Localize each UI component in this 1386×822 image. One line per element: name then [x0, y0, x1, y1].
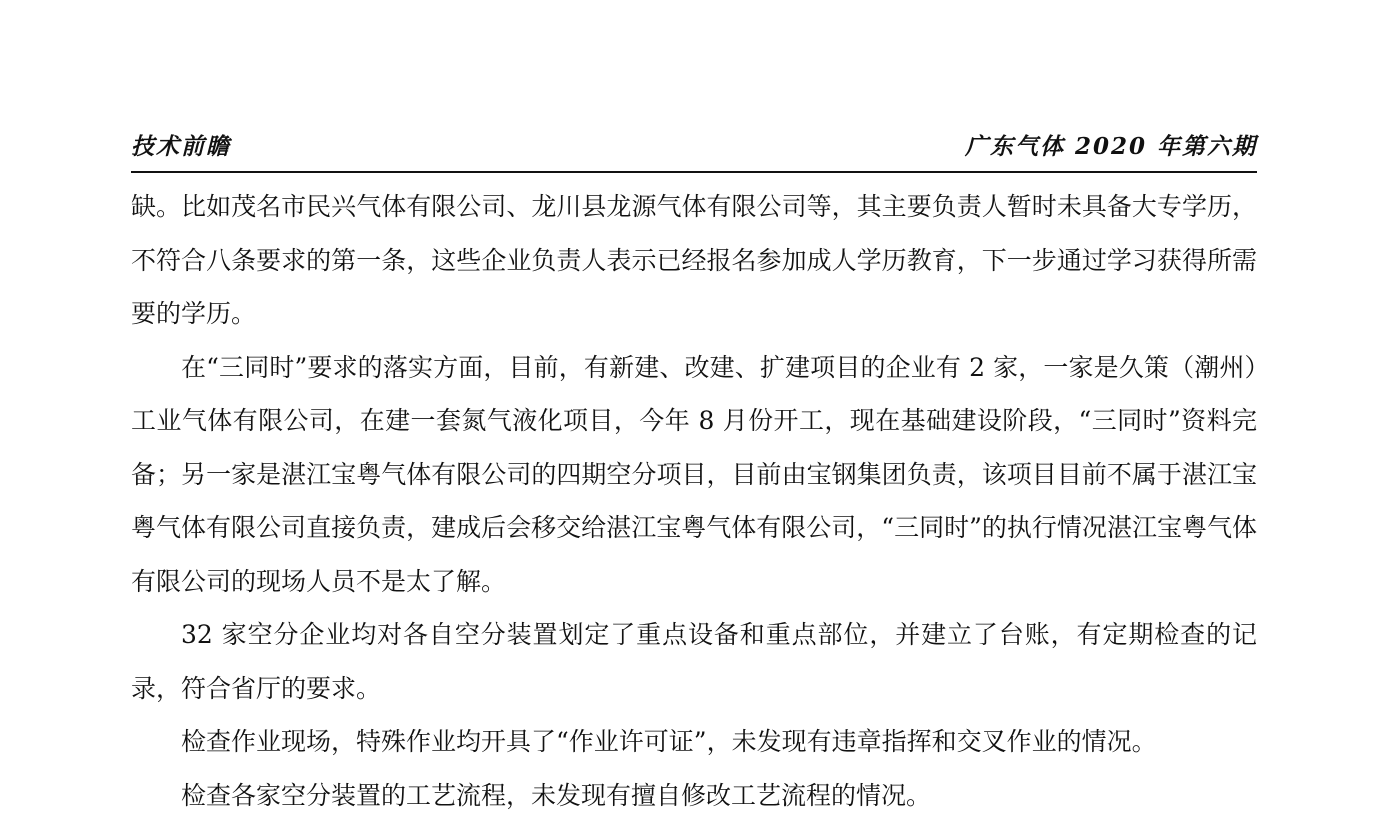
running-header	[131, 130, 1257, 164]
paragraph-three-simultaneous: 在“三同时”要求的落实方面，目前，有新建、改建、扩建项目的企业有 2 家，一家是久策（潮州）工业气体有限公司，在建一套氮气液化项目，今年 8 月份开工，现在基础建设阶段，“三同时”资料完备；另一家是湛江宝粤气体有限公司的四期空分项目，目前由宝钢集团负责，该项目目前不属于湛江宝粤气体有限公司直接负责，建成后会移交给湛江宝粤气体有限公司，“三同时”的执行情况湛江宝粤气体有限公司的现场人员不是太了解。	[131, 341, 1257, 609]
paragraph-work-permit: 检查作业现场，特殊作业均开具了“作业许可证”，未发现有违章指挥和交叉作业的情况。	[131, 715, 1257, 769]
paragraph-key-equipment: 32 家空分企业均对各自空分装置划定了重点设备和重点部位，并建立了台账，有定期检查的记录，符合省厅的要求。	[131, 608, 1257, 715]
paragraph-continued: 缺。比如茂名市民兴气体有限公司、龙川县龙源气体有限公司等，其主要负责人暂时未具备大专学历，不符合八条要求的第一条，这些企业负责人表示已经报名参加成人学历教育，下一步通过学习获得所需要的学历。	[131, 180, 1257, 341]
article-body	[131, 180, 1257, 822]
header-journal-issue: 广东气体 2020 年第六期	[965, 130, 1257, 164]
paragraph-process-flow: 检查各家空分装置的工艺流程，未发现有擅自修改工艺流程的情况。	[131, 769, 1257, 822]
header-divider	[131, 171, 1257, 173]
header-section-title: 技术前瞻	[131, 130, 231, 164]
